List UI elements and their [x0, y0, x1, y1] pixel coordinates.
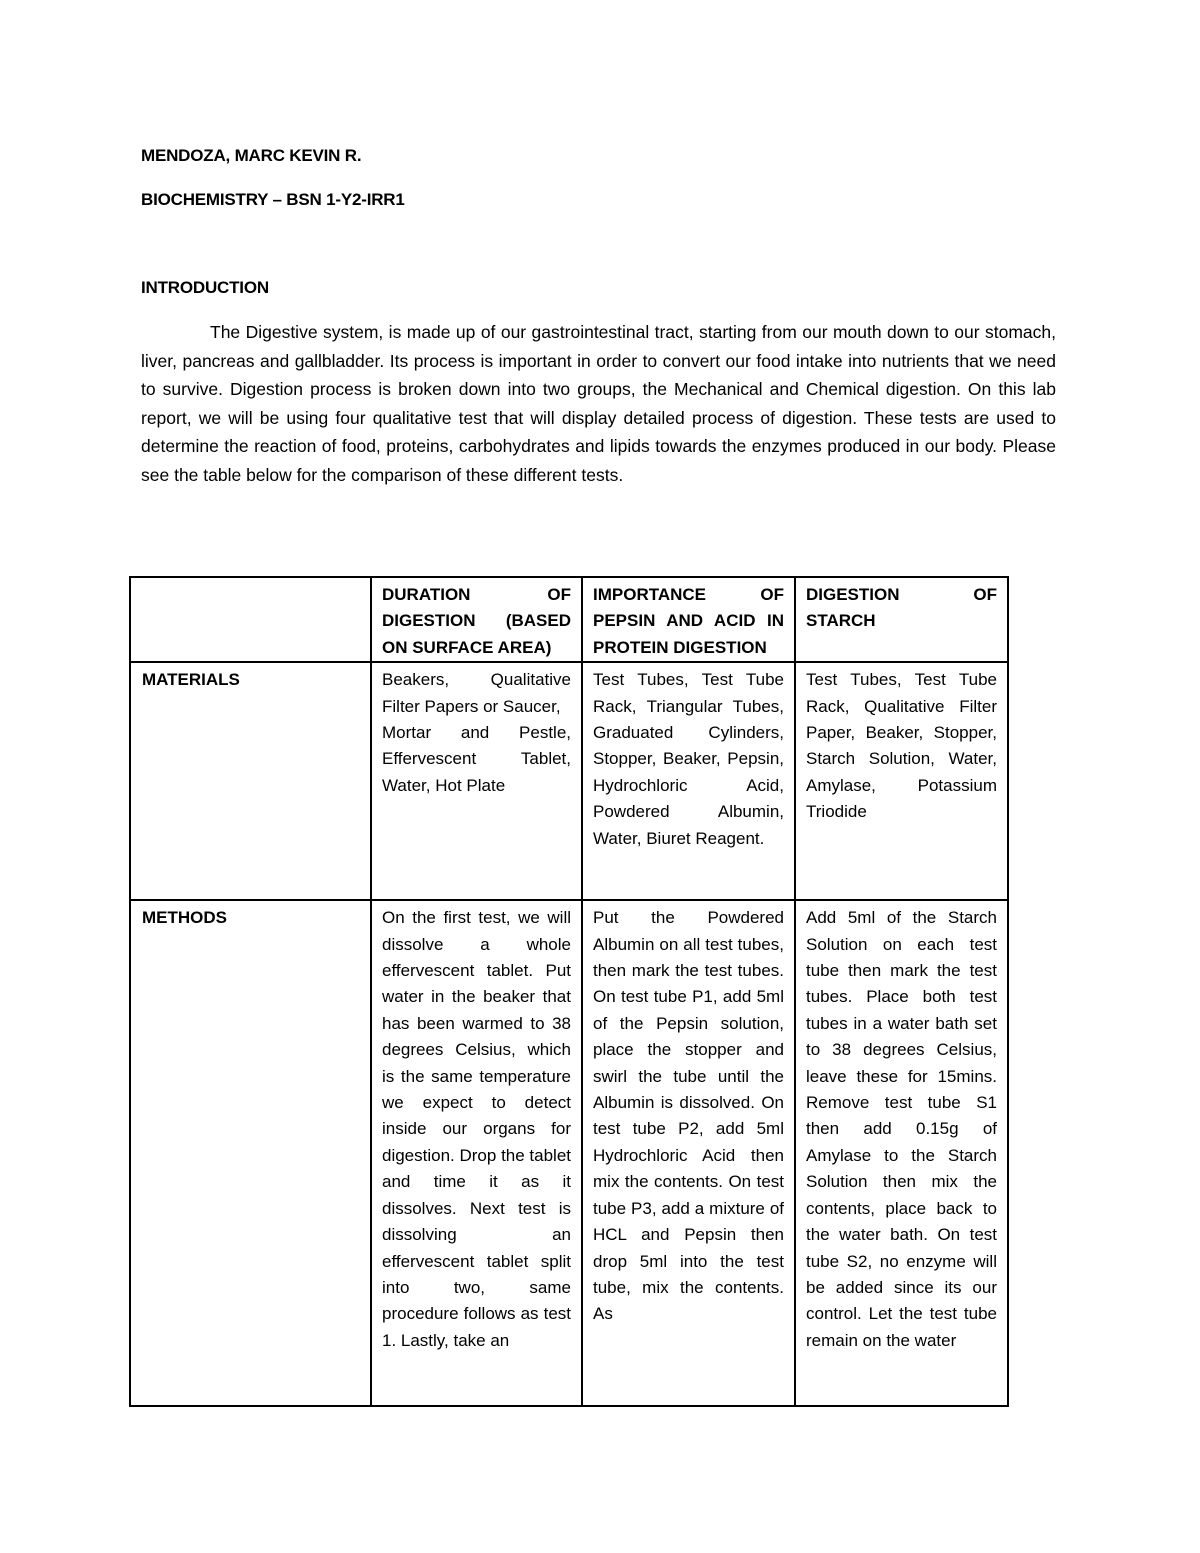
- introduction-paragraph: The Digestive system, is made up of our gastrointestinal tract, starting from our mouth down to our stomach, liver, pancreas and gallbladder. Its process is important in order to convert our food intake into nutrients that we need to survive. Digestion process is broken down into two groups, the Mechanical and Chemical digestion. On this lab report, we will be using four qualitative test that will display detailed process of digestion. These tests are used to determine the reaction of food, proteins, carbohydrates and lipids towards the enzymes produced in our body. Please see the table below for the comparison of these different tests.: [141, 322, 1056, 485]
- table-header-row: [130, 577, 1008, 662]
- cell-materials-pepsin: Test Tubes, Test Tube Rack, Triangular Tubes, Graduated Cylinders, Stopper, Beaker, Pepsin, Hydrochloric Acid, Powdered Albumin, Water, Biuret Reagent.: [582, 662, 795, 900]
- section-heading-introduction: INTRODUCTION: [141, 278, 269, 297]
- column-header-starch: DIGESTION OF STARCH: [795, 577, 1008, 662]
- cell-methods-starch: Add 5ml of the Starch Solution on each test tube then mark the test tubes. Place both test tubes in a water bath set to 38 degrees Celsius, leave these for 15mins. Remove test tube S1 then add 0.15g of Amylase to the Starch Solution then mix the contents, place back to the water bath. On test tube S2, no enzyme will be added since its our control. Let the test tube remain on the water: [795, 900, 1008, 1406]
- author-name: MENDOZA, MARC KEVIN R.: [141, 146, 362, 165]
- table-row-methods: [130, 900, 1008, 1406]
- comparison-table: [129, 576, 1009, 1407]
- table-header-empty-cell: [130, 577, 371, 662]
- column-header-duration: DURATION OF DIGESTION (BASED ON SURFACE AREA): [371, 577, 582, 662]
- cell-materials-starch: Test Tubes, Test Tube Rack, Qualitative Filter Paper, Beaker, Stopper, Starch Solution, Water, Amylase, Potassium Triodide: [795, 662, 1008, 900]
- table-row-materials: [130, 662, 1008, 900]
- cell-methods-duration: On the first test, we will dissolve a whole effervescent tablet. Put water in the beaker that has been warmed to 38 degrees Celsius, which is the same temperature we expect to detect inside our organs for digestion. Drop the tablet and time it as it dissolves. Next test is dissolving an effervescent tablet split into two, same procedure follows as test 1. Lastly, take an: [371, 900, 582, 1406]
- column-header-pepsin: IMPORTANCE OF PEPSIN AND ACID IN PROTEIN DIGESTION: [582, 577, 795, 662]
- row-label-methods: METHODS: [130, 900, 371, 1406]
- row-label-materials: MATERIALS: [130, 662, 371, 900]
- cell-methods-pepsin: Put the Powdered Albumin on all test tubes, then mark the test tubes. On test tube P1, add 5ml of the Pepsin solution, place the stopper and swirl the tube until the Albumin is dissolved. On test tube P2, add 5ml Hydrochloric Acid then mix the contents. On test tube P3, add a mixture of HCL and Pepsin then drop 5ml into the test tube, mix the contents. As: [582, 900, 795, 1406]
- course-line: BIOCHEMISTRY – BSN 1-Y2-IRR1: [141, 190, 405, 209]
- cell-materials-duration: Beakers, Qualitative Filter Papers or Saucer, Mortar and Pestle, Effervescent Tablet, Water, Hot Plate: [371, 662, 582, 900]
